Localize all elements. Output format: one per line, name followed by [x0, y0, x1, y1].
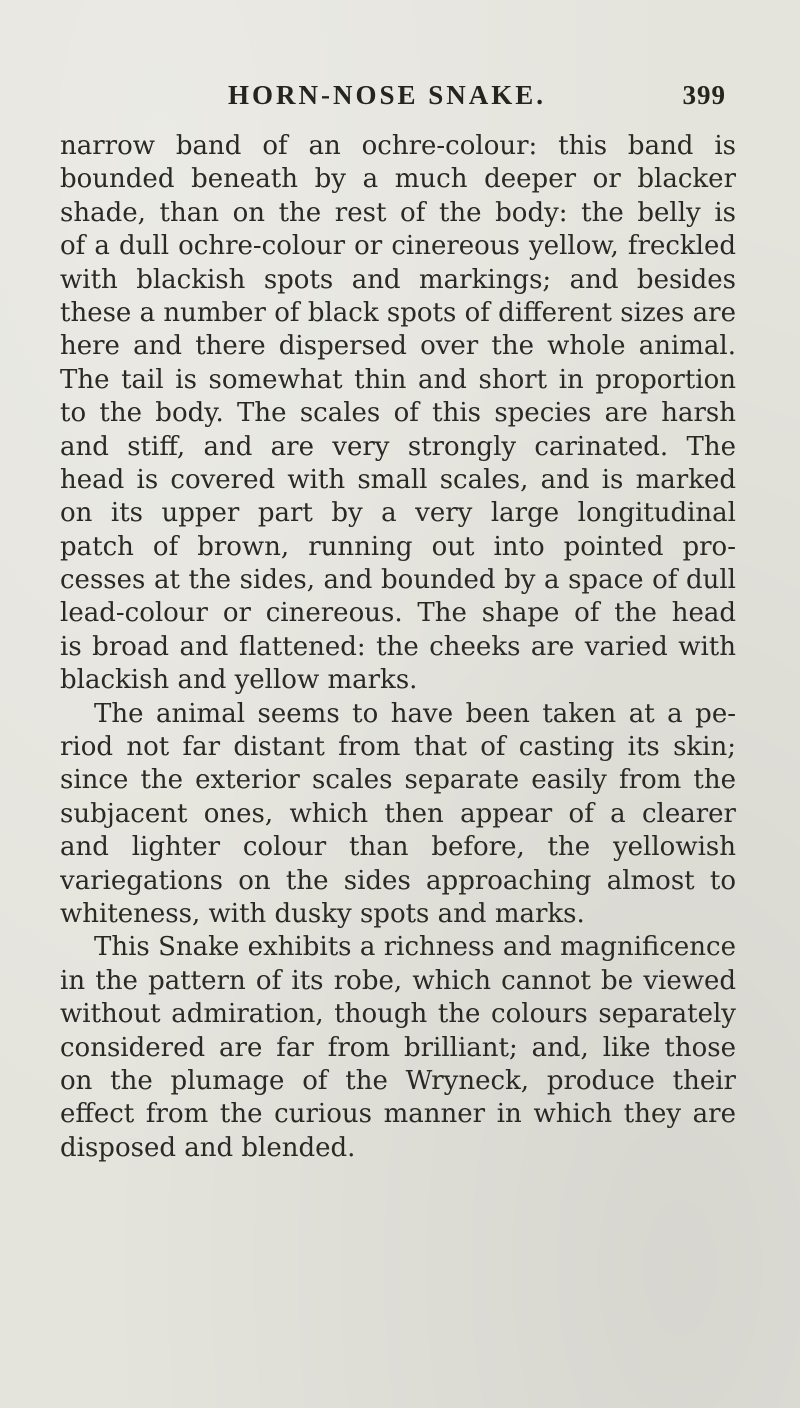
- text-line: on its upper part by a very large longitudinal: [60, 498, 736, 529]
- text-line: effect from the curious manner in which they are: [60, 1099, 736, 1130]
- text-line: since the exterior scales separate easily from the: [60, 765, 736, 796]
- page-number: 399: [682, 80, 726, 110]
- text-line: here and there dispersed over the whole animal.: [60, 331, 736, 362]
- text-line: subjacent ones, which then appear of a clearer: [60, 798, 736, 829]
- text-line: without admiration, though the colours separately: [60, 999, 736, 1030]
- text-line: these a number of black spots of different sizes are: [60, 297, 736, 328]
- running-title: HORN-NOSE SNAKE.: [228, 80, 547, 110]
- text-line: cesses at the sides, and bounded by a space of dull: [60, 565, 736, 596]
- text-line: lead-colour or cinereous. The shape of the head: [60, 598, 736, 629]
- text-line: This Snake exhibits a richness and magnificence: [94, 932, 736, 963]
- text-line: narrow band of an ochre-colour: this band is: [60, 131, 736, 161]
- text-line: blackish and yellow marks.: [60, 665, 418, 696]
- text-line: shade, than on the rest of the body: the belly is: [60, 197, 736, 228]
- text-line: disposed and blended.: [60, 1132, 356, 1163]
- text-line: on the plumage of the Wryneck, produce their: [60, 1065, 736, 1096]
- text-line: patch of brown, running out into pointed pro-: [60, 531, 736, 562]
- text-line: The animal seems to have been taken at a pe-: [94, 698, 736, 729]
- running-head: [228, 80, 726, 120]
- text-line: and lighter colour than before, the yellowish: [60, 832, 736, 863]
- text-line: is broad and flattened: the cheeks are varied with: [60, 631, 736, 662]
- body-text: [60, 130, 736, 1165]
- text-line: in the pattern of its robe, which cannot be viewed: [60, 965, 736, 996]
- text-line: with blackish spots and markings; and besides: [60, 264, 736, 295]
- text-line: bounded beneath by a much deeper or blacker: [60, 164, 736, 195]
- text-line: head is covered with small scales, and is marked: [60, 464, 736, 495]
- text-line: The tail is somewhat thin and short in proportion: [60, 364, 736, 395]
- text-line: variegations on the sides approaching almost to: [60, 865, 736, 896]
- text-line: considered are far from brilliant; and, like those: [60, 1032, 736, 1063]
- text-line: riod not far distant from that of casting its skin;: [60, 732, 736, 763]
- text-line: to the body. The scales of this species are harsh: [60, 398, 736, 429]
- text-line: whiteness, with dusky spots and marks.: [60, 898, 585, 929]
- text-line: of a dull ochre-colour or cinereous yellow, freckled: [60, 231, 736, 262]
- text-line: and stiff, and are very strongly carinated. The: [60, 431, 736, 462]
